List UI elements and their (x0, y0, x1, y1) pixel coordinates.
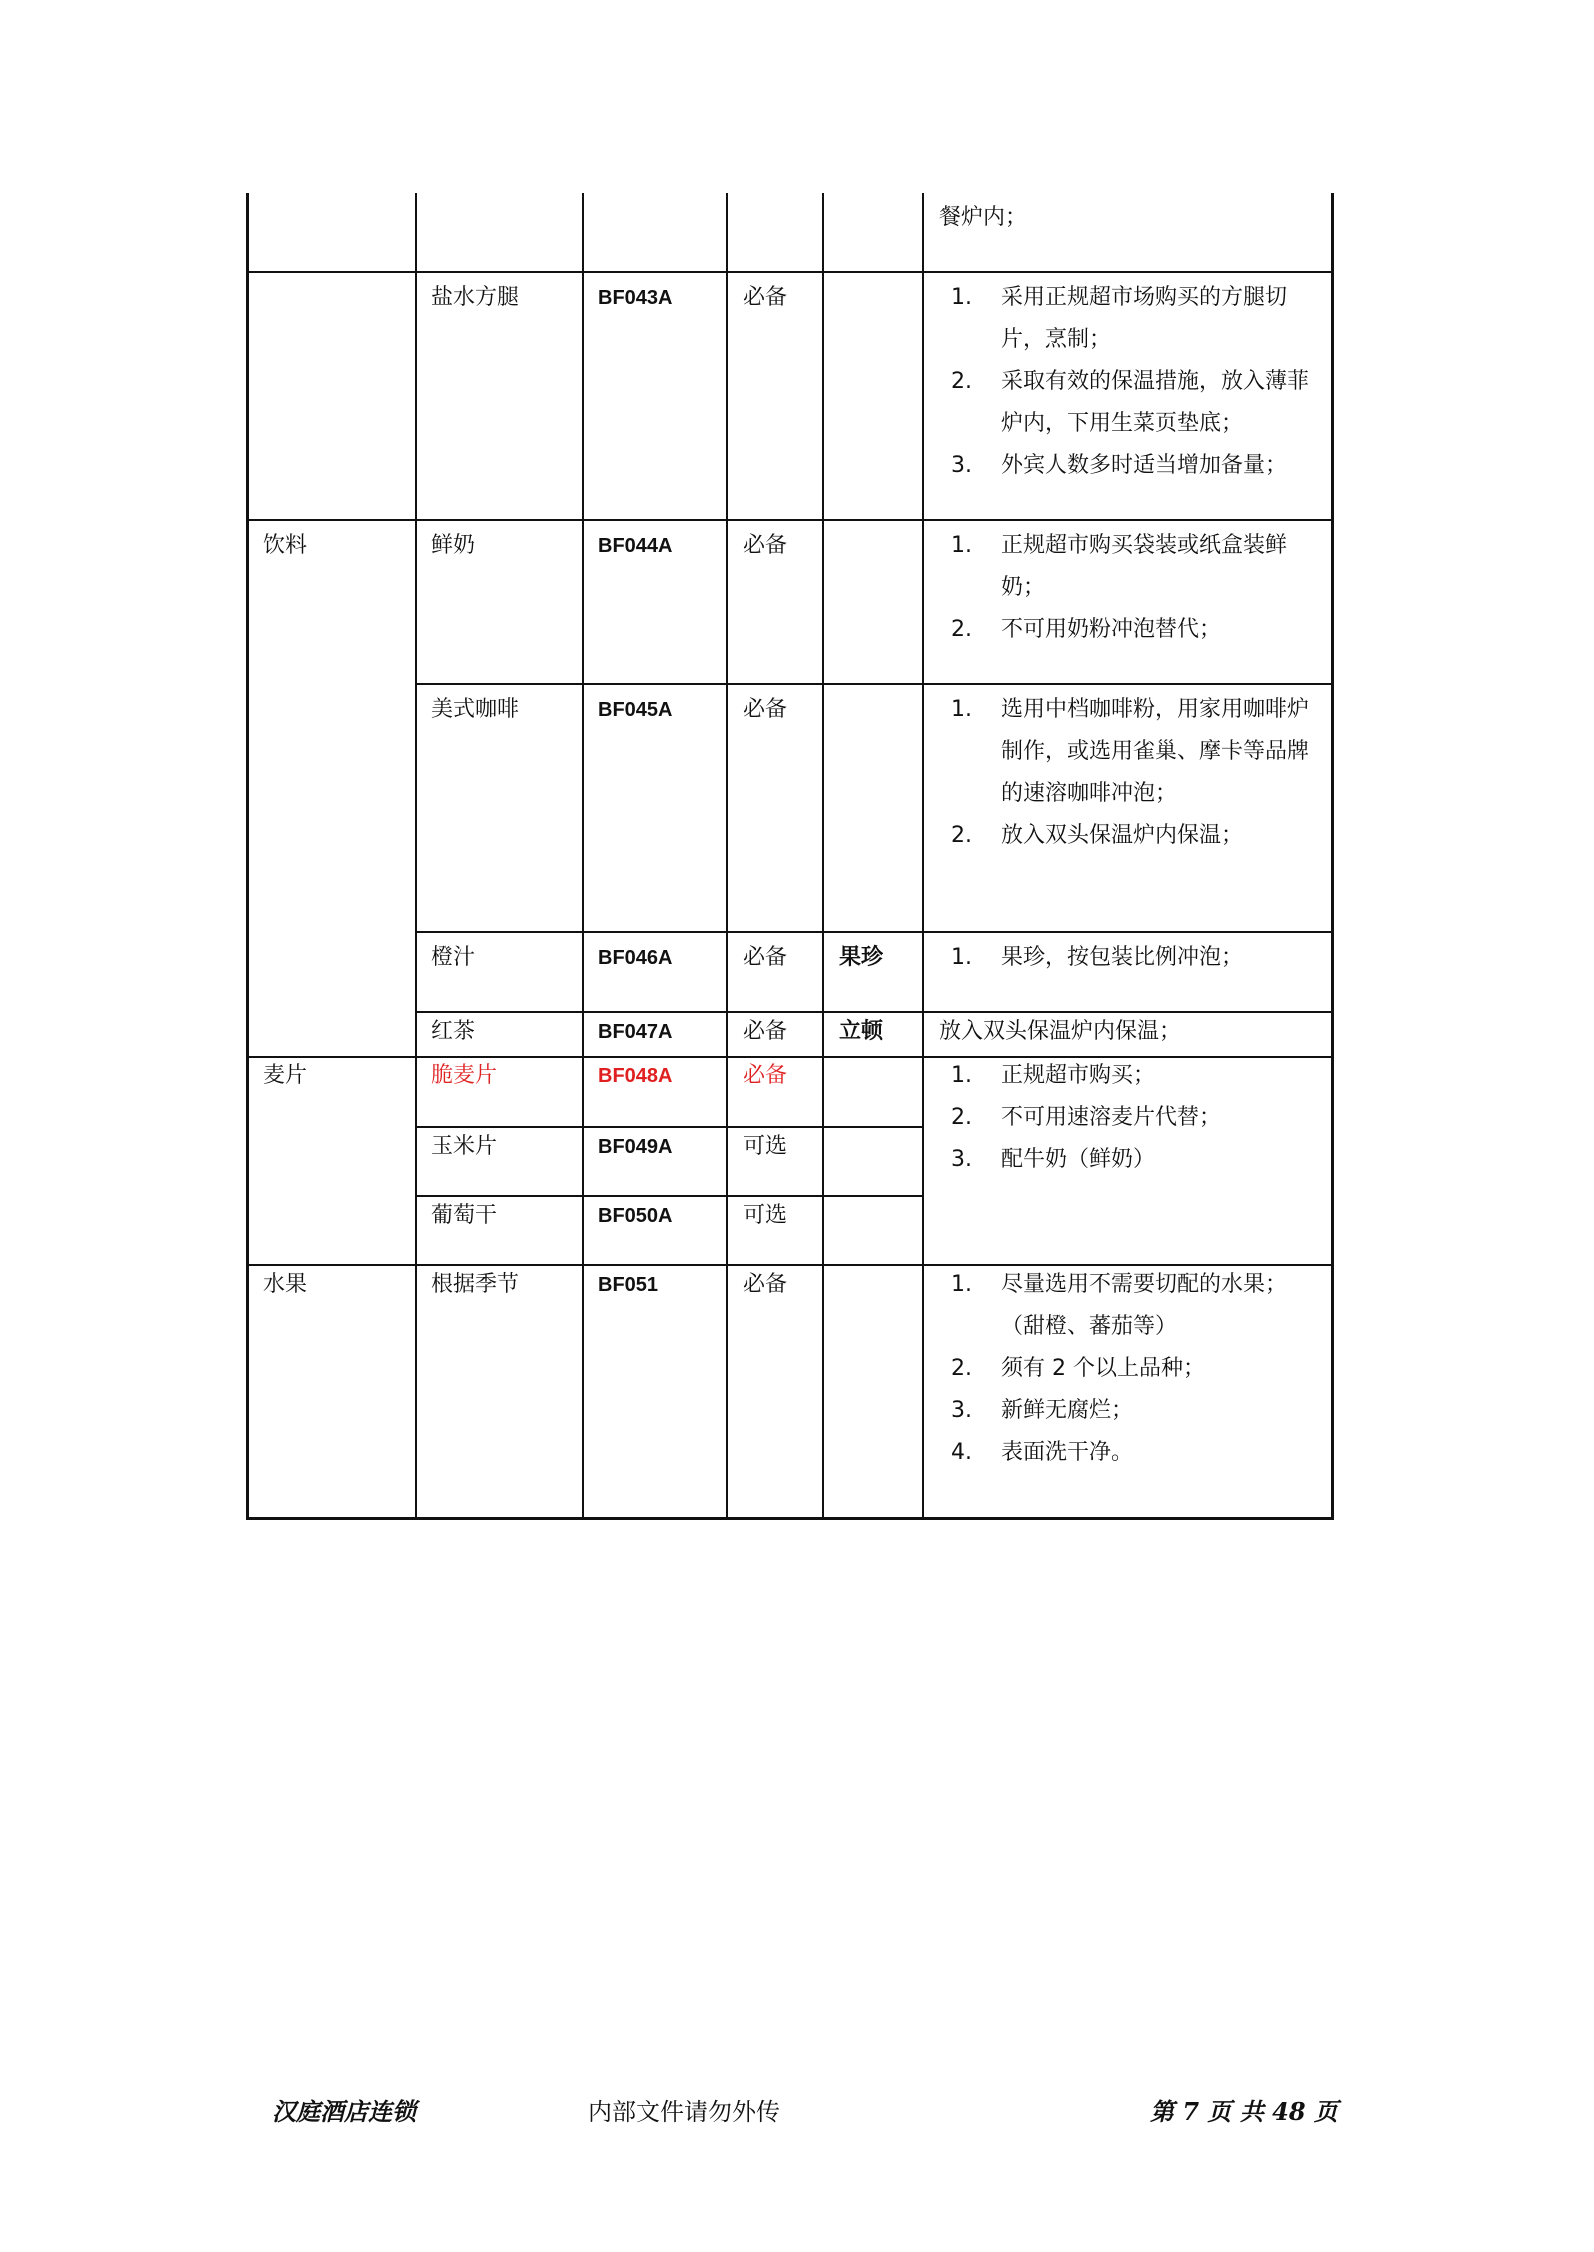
item-code: BF048A (598, 1065, 673, 1087)
remark-line: 选用中档咖啡粉，用家用咖啡炉 (1001, 697, 1310, 722)
remark-number: 4. (951, 1440, 972, 1465)
remark-number: 2. (951, 823, 972, 848)
remark-item (937, 197, 1027, 239)
remark-line: 尽量选用不需要切配的水果； (1001, 1272, 1288, 1297)
item-name: 红茶 (431, 1019, 476, 1044)
item-name: 鲜奶 (431, 533, 476, 558)
item-status: 必备 (743, 285, 788, 310)
remark-line: 餐炉内； (939, 205, 1028, 230)
col-divider (822, 193, 824, 1517)
item-code: BF050A (598, 1205, 673, 1227)
remark-cell (937, 1011, 1181, 1053)
remark-item (937, 1390, 1287, 1432)
remark-item (937, 1097, 1221, 1139)
remark-number: 1. (951, 1272, 972, 1297)
remark-number: 2. (951, 369, 972, 394)
item-name: 玉米片 (431, 1134, 498, 1159)
remark-number: 3. (951, 453, 972, 478)
remark-line: 炉内，下用生菜页垫底； (1001, 411, 1244, 436)
remark-number: 3. (951, 1147, 972, 1172)
item-name: 美式咖啡 (431, 697, 520, 722)
remark-line: 配牛奶（鲜奶） (1001, 1147, 1156, 1172)
remark-line: 新鲜无腐烂； (1001, 1398, 1134, 1423)
remark-number: 1. (951, 945, 972, 970)
remark-line: 须有 2 个以上品种； (1001, 1356, 1205, 1381)
item-name: 脆麦片 (431, 1063, 498, 1088)
remark-item (937, 525, 1287, 609)
remark-number: 1. (951, 285, 972, 310)
footer-notice: 内部文件请勿外传 (588, 2098, 780, 2126)
item-code: BF043A (598, 287, 673, 309)
remark-line: 表面洗干净。 (1001, 1440, 1134, 1465)
remark-line: 外宾人数多时适当增加备量； (1001, 453, 1288, 478)
row-divider (249, 271, 1331, 273)
item-status: 可选 (743, 1203, 788, 1228)
remark-item (937, 609, 1287, 651)
remark-line: （甜橙、蕃茄等） (1001, 1314, 1178, 1339)
item-status: 必备 (743, 1272, 788, 1297)
remark-line: 不可用速溶麦片代替； (1001, 1105, 1222, 1130)
category-label: 饮料 (263, 533, 308, 558)
remark-line: 果珍，按包装比例冲泡； (1001, 945, 1244, 970)
remark-item (937, 361, 1309, 445)
item-brand: 果珍 (839, 945, 884, 970)
col-divider (415, 193, 417, 1517)
remark-item (937, 445, 1309, 487)
remark-cell (937, 937, 1243, 979)
item-status: 必备 (743, 697, 788, 722)
remark-line: 制作，或选用雀巢、摩卡等品牌 (1001, 739, 1310, 764)
item-status: 必备 (743, 945, 788, 970)
remark-item (937, 1011, 1181, 1053)
remark-item (937, 689, 1309, 815)
item-brand: 立顿 (839, 1019, 884, 1044)
remark-line: 正规超市购买； (1001, 1063, 1156, 1088)
item-code: BF044A (598, 535, 673, 557)
remark-item (937, 1055, 1221, 1097)
item-name: 橙汁 (431, 945, 476, 970)
category-label: 麦片 (263, 1063, 308, 1088)
menu-table (246, 193, 1334, 1520)
remark-item (937, 277, 1309, 361)
remark-line: 奶； (1001, 575, 1046, 600)
item-status: 必备 (743, 533, 788, 558)
remark-number: 1. (951, 1063, 972, 1088)
remark-item (937, 1432, 1287, 1474)
remark-line: 正规超市购买袋装或纸盒装鲜 (1001, 533, 1288, 558)
remark-number: 2. (951, 617, 972, 642)
remark-number: 2. (951, 1356, 972, 1381)
remark-line: 的速溶咖啡冲泡； (1001, 781, 1178, 806)
remark-cell (937, 197, 1027, 239)
footer-page-number: 第 7 页 共 48 页 (1150, 2097, 1338, 2126)
remark-number: 1. (951, 533, 972, 558)
item-status: 必备 (743, 1019, 788, 1044)
item-status: 必备 (743, 1063, 788, 1088)
remark-cell (937, 1264, 1287, 1474)
col-divider (582, 193, 584, 1517)
remark-line: 片，烹制； (1001, 327, 1112, 352)
remark-cell (937, 689, 1309, 857)
remark-number: 1. (951, 697, 972, 722)
remark-item (937, 1264, 1287, 1348)
remark-cell (937, 1055, 1221, 1181)
remark-line: 放入双头保温炉内保温； (1001, 823, 1244, 848)
remark-item (937, 1139, 1221, 1181)
remark-item (937, 937, 1243, 979)
item-code: BF049A (598, 1136, 673, 1158)
remark-cell (937, 277, 1309, 487)
col-divider (922, 193, 924, 1517)
row-divider (249, 519, 1331, 521)
remark-line: 采取有效的保温措施，放入薄菲 (1001, 369, 1310, 394)
category-label: 水果 (263, 1272, 308, 1297)
item-code: BF046A (598, 947, 673, 969)
remark-cell (937, 525, 1287, 651)
col-divider (726, 193, 728, 1517)
item-code: BF051 (598, 1274, 659, 1296)
row-divider (415, 683, 1331, 685)
item-code: BF045A (598, 699, 673, 721)
item-name: 盐水方腿 (431, 285, 520, 310)
remark-line: 放入双头保温炉内保温； (939, 1019, 1182, 1044)
footer-company: 汉庭酒店连锁 (272, 2097, 416, 2126)
item-status: 可选 (743, 1134, 788, 1159)
row-divider (415, 931, 1331, 933)
item-name: 根据季节 (431, 1272, 520, 1297)
remark-number: 2. (951, 1105, 972, 1130)
remark-item (937, 1348, 1287, 1390)
remark-line: 采用正规超市场购买的方腿切 (1001, 285, 1288, 310)
remark-item (937, 815, 1309, 857)
remark-line: 不可用奶粉冲泡替代； (1001, 617, 1222, 642)
remark-number: 3. (951, 1398, 972, 1423)
item-code: BF047A (598, 1021, 673, 1043)
item-name: 葡萄干 (431, 1203, 498, 1228)
